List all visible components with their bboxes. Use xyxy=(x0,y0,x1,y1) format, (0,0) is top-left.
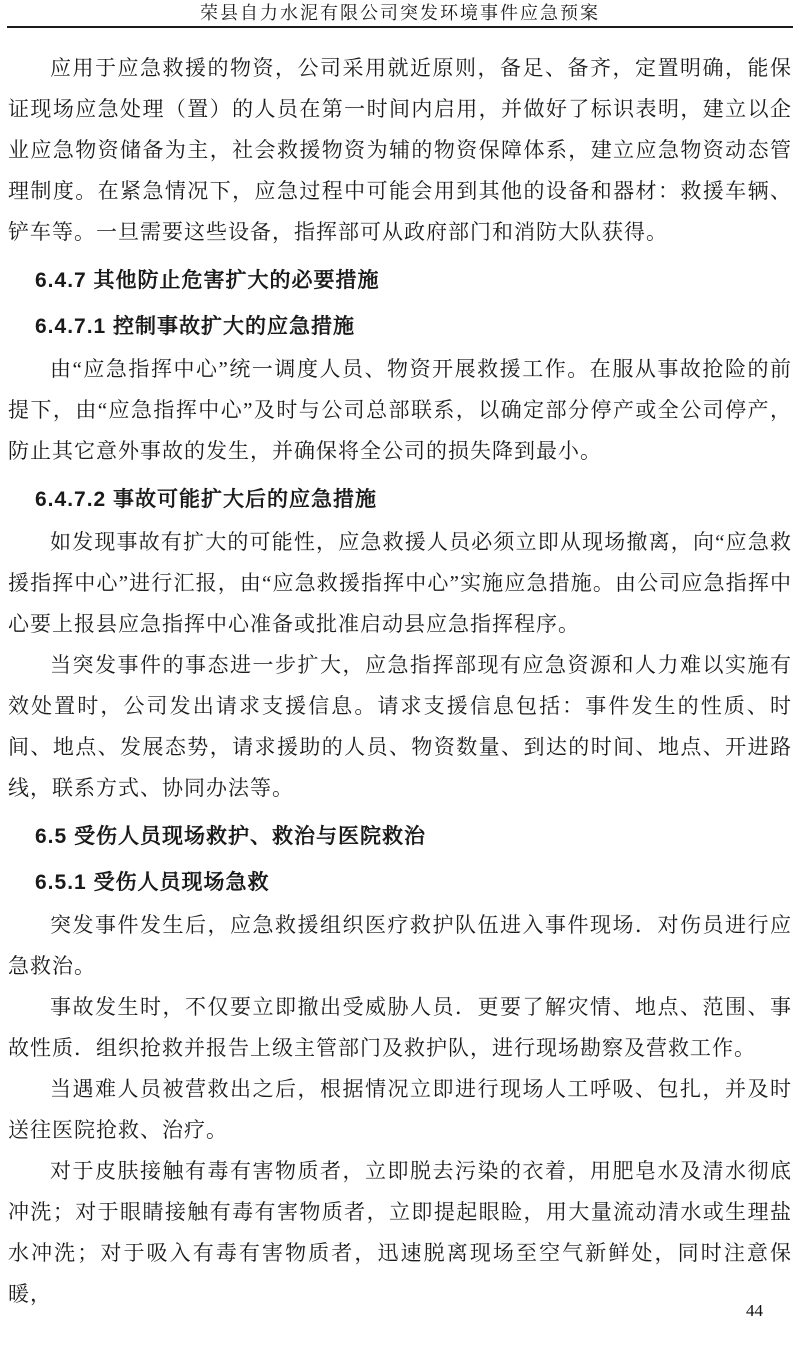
body-paragraph: 当突发事件的事态进一步扩大，应急指挥部现有应急资源和人力难以实施有效处置时，公司发出请求支援信息。请求支援信息包括：事件发生的性质、时间、地点、发展态势，请求援助的人员、物资数量、到达的时间、地点、开进路线，联系方式、协同办法等。 xyxy=(8,653,792,800)
body-paragraph: 突发事件发生后，应急救援组织医疗救护队伍进入事件现场．对伤员进行应急救治。 xyxy=(8,913,792,978)
section-heading: 6.5.1 受伤人员现场急救 xyxy=(35,871,270,894)
page-number: 44 xyxy=(746,1301,763,1320)
section-heading: 6.5 受伤人员现场救护、救治与医院救治 xyxy=(35,825,427,848)
body-paragraph: 事故发生时，不仅要立即撤出受威胁人员．更要了解灾情、地点、范围、事故性质．组织抢救并报告上级主管部门及救护队，进行现场勘察及营救工作。 xyxy=(8,995,792,1060)
body-paragraph: 由“应急指挥中心”统一调度人员、物资开展救援工作。在服从事故抢险的前提下，由“应急指挥中心”及时与公司总部联系，以确定部分停产或全公司停产，防止其它意外事故的发生，并确保将全公司的损失降到最小。 xyxy=(8,357,792,463)
body-paragraph: 应用于应急救援的物资，公司采用就近原则，备足、备齐，定置明确，能保证现场应急处理（置）的人员在第一时间内启用，并做好了标识表明，建立以企业应急物资储备为主，社会救援物资为辅的物资保障体系，建立应急物资动态管理制度。在紧急情况下，应急过程中可能会用到其他的设备和器材：救援车辆、铲车等。一旦需要这些设备，指挥部可从政府部门和消防大队获得。 xyxy=(8,56,792,244)
section-heading: 6.4.7 其他防止危害扩大的必要措施 xyxy=(35,269,380,292)
body-paragraph: 当遇难人员被营救出之后，根据情况立即进行现场人工呼吸、包扎，并及时送往医院抢救、治疗。 xyxy=(8,1077,792,1142)
body-paragraph: 如发现事故有扩大的可能性，应急救援人员必须立即从现场撤离，向“应急救援指挥中心”进行汇报，由“应急救援指挥中心”实施应急措施。由公司应急指挥中心要上报县应急指挥中心准备或批准启动县应急指挥程序。 xyxy=(8,530,792,636)
document-body xyxy=(0,28,800,1315)
body-paragraph: 对于皮肤接触有毒有害物质者，立即脱去污染的衣着，用肥皂水及清水彻底冲洗；对于眼睛接触有毒有害物质者，立即提起眼睑，用大量流动清水或生理盐水冲洗；对于吸入有毒有害物质者，迅速脱离现场至空气新鲜处，同时注意保暖， xyxy=(8,1159,792,1306)
document-header-title: 荣县自力水泥有限公司突发环境事件应急预案 xyxy=(200,3,600,23)
section-heading: 6.4.7.2 事故可能扩大后的应急措施 xyxy=(35,488,378,511)
section-heading: 6.4.7.1 控制事故扩大的应急措施 xyxy=(35,315,356,338)
